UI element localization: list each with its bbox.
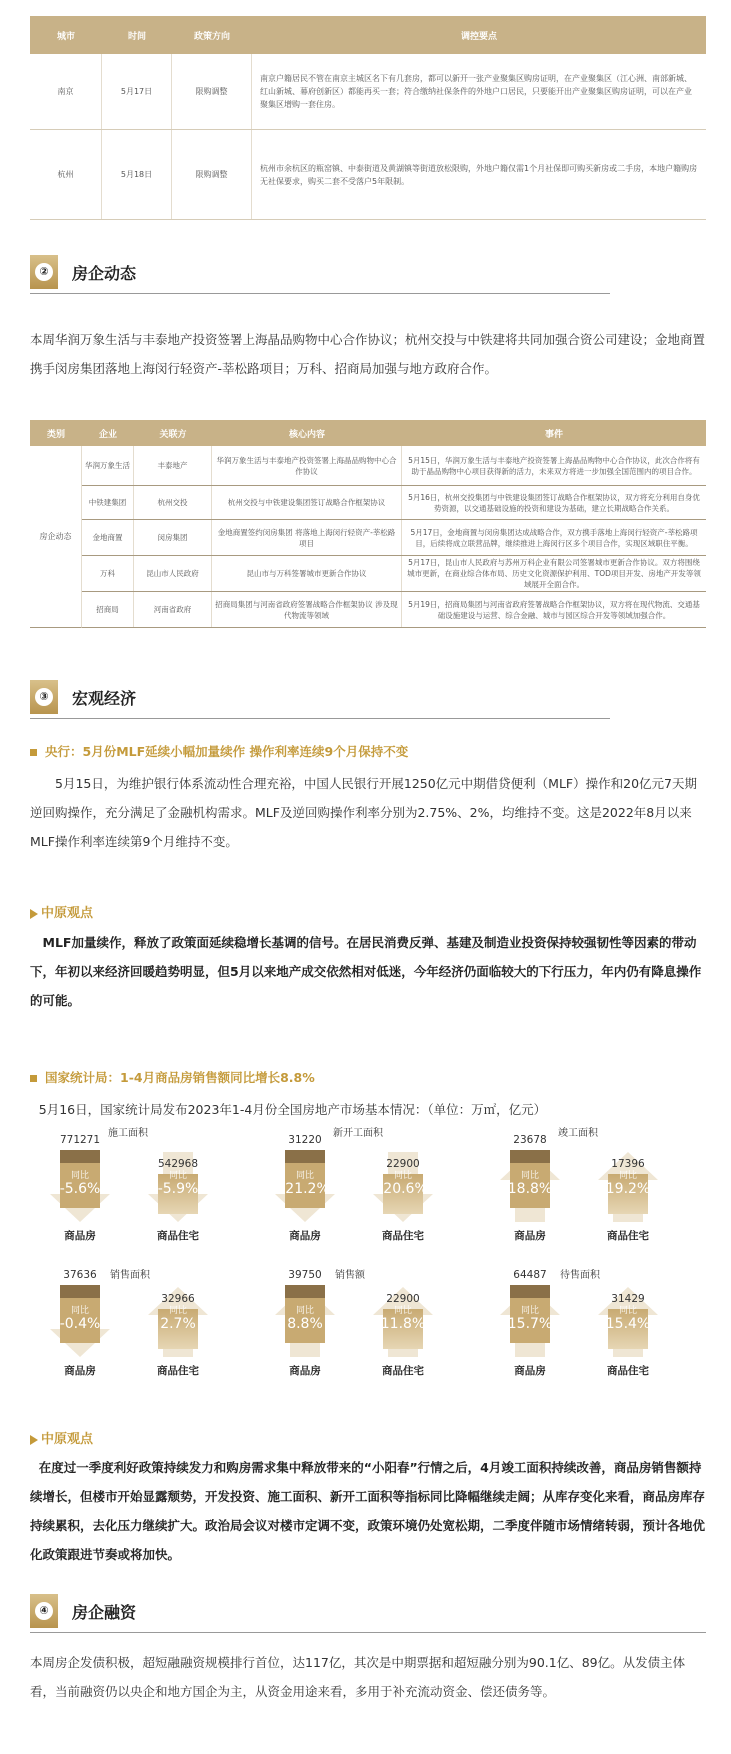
header-category: 类别 <box>46 429 65 440</box>
chart-value-label: 17396 <box>611 1158 645 1170</box>
table-row <box>30 130 706 220</box>
cell-date: 5月17日 <box>102 54 172 129</box>
chart-yoy-label: 同比 2.7% <box>160 1306 196 1332</box>
chart-group-title: 销售额 <box>335 1270 365 1281</box>
chart-category-label: 商品住宅 <box>157 1230 199 1242</box>
section-title: 宏观经济 <box>72 689 137 708</box>
cell-company: 万科 <box>82 556 134 591</box>
chart-yoy-label: 同比 19.2% <box>605 1171 651 1197</box>
header-party: 关联方 <box>159 429 187 440</box>
cell-direction: 限购调整 <box>172 54 252 129</box>
header-direction: 政策方向 <box>193 31 230 42</box>
cell-event: 5月16日，杭州交投集团与中铁建设集团签订战略合作框架协议，双方将充分利用自身优势资源，以交通基础设施的投资和建设为基础，建立长期战略合作关系。 <box>408 492 700 513</box>
subhead-central-bank: 央行：5月份MLF延续小幅加量续作 操作利率连续9个月保持不变 <box>30 742 408 760</box>
cell-event: 5月15日，华润万象生活与丰泰地产投资签署上海晶品购物中心合作协议，此次合作将有助于晶品购物中心项目获得新的活力，未来双方将进一步加强全国范围内的项目合作。 <box>408 455 700 476</box>
section-divider <box>30 718 610 719</box>
chart-yoy-label: 同比 15.7% <box>507 1306 553 1332</box>
paragraph-statistics: 5月16日，国家统计局发布2023年1-4月份全国房地产市场基本情况：（单位：万㎡，亿元） <box>38 1102 547 1117</box>
company-table <box>30 420 706 628</box>
header-core: 核心内容 <box>288 429 325 440</box>
chart-category-label: 商品房 <box>64 1230 96 1242</box>
chart-value-label: 22900 <box>386 1158 420 1170</box>
financing-intro: 本周房企发债积极，超短融融资规模排行首位，达117亿，其次是中期票据和超短融分别为90.1亿、89亿。从发债主体看，当前融资仍以央企和地方国企为主，从资金用途来看，多用于补充流动资金、偿还债务等。 <box>30 1655 686 1699</box>
chart-group-title: 新开工面积 <box>333 1128 383 1139</box>
chart-value-label: 39750 <box>288 1269 322 1281</box>
cell-core: 华润万象生活与丰泰地产投资签署上海晶品购物中心合作协议 <box>212 446 402 485</box>
chart-yoy-label: 同比 11.8% <box>380 1306 426 1332</box>
cell-company: 招商局 <box>82 592 134 627</box>
chart-category-label: 商品住宅 <box>157 1365 199 1377</box>
cell-event: 5月17日，昆山市人民政府与苏州万科企业有限公司签署城市更新合作协议。双方将围绕城市更新，在商业综合体布局、历史文化资源保护利用、TOD项目开发、房地产开发等领域展开全面合作。 <box>407 558 701 589</box>
chart-category-label: 商品房 <box>289 1230 321 1242</box>
chart-value-label: 37636 <box>63 1269 97 1281</box>
table-row <box>82 592 706 628</box>
cell-core: 杭州交投与中铁建设集团签订战略合作框架协议 <box>212 486 402 519</box>
cell-event: 5月17日，金地商置与闵房集团达成战略合作，双方携手落地上海闵行轻资产-莘松路项目，后续将成立联营品牌，继续推进上海闵行区多个项目合作，实现区域职住平衡。 <box>410 527 698 548</box>
triangle-icon <box>30 1435 38 1445</box>
section-title: 房企动态 <box>72 264 137 283</box>
header-company: 企业 <box>98 429 117 440</box>
triangle-icon <box>30 909 38 919</box>
table-row <box>82 446 706 486</box>
chart-value-label: 64487 <box>513 1269 547 1281</box>
table-row <box>82 486 706 520</box>
chart-yoy-label: 同比 -5.9% <box>157 1171 199 1197</box>
chart-category-label: 商品房 <box>64 1365 96 1377</box>
section-divider <box>30 1632 706 1633</box>
header-points: 调控要点 <box>460 31 497 42</box>
chart-yoy-label: 同比 -0.4% <box>59 1306 101 1332</box>
cell-date: 5月18日 <box>102 130 172 219</box>
viewpoint-market: 在度过一季度利好政策持续发力和购房需求集中释放带来的“小阳春”行情之后，4月竣工面积持续改善，商品房销售额持续增长，但楼市开始显露颓势，开发投资、施工面积、新开工面积等指标同比降幅继续走阔；从库存变化来看，商品房库存持续累积，去化压力继续扩大。政治局会议对楼市定调不变，政策环境仍处宽松期，二季度伴随市场情绪转弱，预计各地优化政策跟进节奏或将加快。 <box>30 1460 706 1562</box>
cell-city: 南京 <box>30 54 102 129</box>
header-city: 城市 <box>56 31 75 42</box>
chart-group-title: 销售面积 <box>110 1270 150 1281</box>
chart-yoy-label: 同比 18.8% <box>507 1171 553 1197</box>
viewpoint-mlf: MLF加量续作，释放了政策面延续稳增长基调的信号。在居民消费反弹、基建及制造业投资保持较强韧性等因素的带动下，年初以来经济回暖趋势明显，但5月以来地产成交依然相对低迷，今年经济仍面临较大的下行压力，年内仍有降息操作的可能。 <box>30 935 702 1008</box>
table-row <box>82 556 706 592</box>
cell-core: 昆山市与万科签署城市更新合作协议 <box>212 556 402 591</box>
table-row <box>30 54 706 130</box>
cell-party: 杭州交投 <box>134 486 212 519</box>
chart-yoy-label: 同比 -5.6% <box>59 1171 101 1197</box>
cell-event: 5月19日，招商局集团与河南省政府签署战略合作框架协议，双方将在现代物流、交通基础设施建设与运营、综合金融、城市与园区综合开发等领域加强合作。 <box>408 599 700 620</box>
cell-core: 招商局集团与河南省政府签署战略合作框架协议 涉及现代物流等领域 <box>212 592 402 627</box>
cell-company: 金地商置 <box>82 520 134 555</box>
chart-group-title: 竣工面积 <box>558 1128 598 1139</box>
chart-category-label: 商品住宅 <box>382 1230 424 1242</box>
section-header-company-news <box>30 255 610 295</box>
chart-category-label: 商品房 <box>514 1230 546 1242</box>
cell-points: 南京户籍居民不管在南京主城区名下有几套房，都可以新开一张产业聚集区购房证明，在产业聚集区（江心洲、南部新城、红山新城、幕府创新区）都能再买一套；符合缴纳社保条件的外地户口居民，只要能开出产业聚集区购房证明，可以在产业聚集区增购一套住房。 <box>260 74 692 109</box>
chart-group-title: 待售面积 <box>560 1270 600 1281</box>
chart-category-label: 商品住宅 <box>607 1365 649 1377</box>
chart-value-label: 32966 <box>161 1293 195 1305</box>
chart-value-label: 542968 <box>157 1158 199 1170</box>
cell-company: 中铁建集团 <box>82 486 134 519</box>
chart-yoy-label: 同比 15.4% <box>605 1306 651 1332</box>
chart-yoy-label: 同比 -20.6% <box>378 1171 428 1197</box>
section-header-financing <box>30 1594 706 1634</box>
cell-direction: 限购调整 <box>172 130 252 219</box>
section-number-badge: ③ <box>30 680 58 714</box>
chart-yoy-label: 同比 -21.2% <box>280 1171 330 1197</box>
section-header-macro-economy <box>30 680 610 720</box>
cell-company: 华润万象生活 <box>82 446 134 485</box>
paragraph-mlf: 5月15日，为维护银行体系流动性合理充裕，中国人民银行开展1250亿元中期借贷便利（MLF）操作和20亿元7天期逆回购操作，充分满足了金融机构需求。MLF及逆回购操作利率分别为2.75%、2%，均维持不变。这是2022年8月以来MLF操作利率连续第9个月维持不变。 <box>30 776 697 849</box>
chart-category-label: 商品房 <box>289 1365 321 1377</box>
viewpoint-heading: 中原观点 <box>30 902 93 921</box>
chart-value-label: 23678 <box>513 1134 547 1146</box>
viewpoint-heading: 中原观点 <box>30 1428 93 1447</box>
section-number-badge: ④ <box>30 1594 58 1628</box>
policy-table-header <box>30 16 706 54</box>
company-news-intro: 本周华润万象生活与丰泰地产投资签署上海晶品购物中心合作协议；杭州交投与中铁建将共同加强合资公司建设；金地商置携手闵房集团落地上海闵行轻资产-莘松路项目；万科、招商局加强与地方政府合作。 <box>30 332 706 376</box>
chart-category-label: 商品住宅 <box>607 1230 649 1242</box>
chart-category-label: 商品住宅 <box>382 1365 424 1377</box>
section-divider <box>30 293 610 294</box>
policy-table <box>30 16 706 220</box>
subhead-statistics: 国家统计局：1-4月商品房销售额同比增长8.8% <box>30 1068 315 1086</box>
real-estate-stats-chart <box>30 1126 706 1396</box>
cell-points: 杭州市余杭区的瓶窑镇、中泰街道及黄湖镇等街道放松限购，外地户籍仅需1个月社保即可购买新房或二手房，本地户籍购房无社保要求，购买二套不受落户5年限制。 <box>260 163 698 186</box>
company-table-header <box>30 420 706 446</box>
cell-party: 闵房集团 <box>134 520 212 555</box>
header-date: 时间 <box>127 31 146 42</box>
cell-city: 杭州 <box>30 130 102 219</box>
chart-value-label: 31220 <box>288 1134 322 1146</box>
chart-yoy-label: 同比 8.8% <box>287 1306 323 1332</box>
chart-value-label: 22900 <box>386 1293 420 1305</box>
chart-value-label: 31429 <box>611 1293 645 1305</box>
chart-group-title: 施工面积 <box>108 1128 148 1139</box>
section-number-badge: ② <box>30 255 58 289</box>
cell-party: 河南省政府 <box>134 592 212 627</box>
cell-party: 丰泰地产 <box>134 446 212 485</box>
chart-category-label: 商品房 <box>514 1365 546 1377</box>
cell-core: 金地商置签约闵房集团 将落地上海闵行轻资产-莘松路项目 <box>212 520 402 555</box>
cell-category: 房企动态 <box>30 446 82 628</box>
cell-party: 昆山市人民政府 <box>134 556 212 591</box>
header-event: 事件 <box>544 429 563 440</box>
section-title: 房企融资 <box>72 1603 137 1622</box>
table-row <box>82 520 706 556</box>
chart-value-label: 771271 <box>59 1134 101 1146</box>
